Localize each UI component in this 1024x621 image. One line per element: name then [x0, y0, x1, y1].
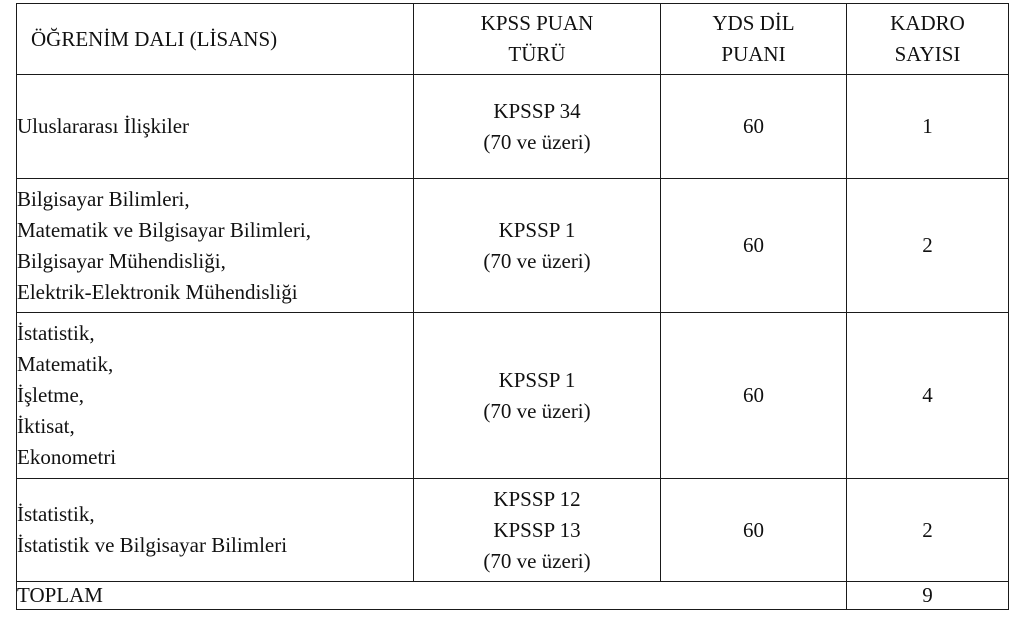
cell-kadro-sayisi: 1 — [847, 75, 1009, 179]
total-kadro-sayisi: 9 — [847, 582, 1009, 610]
cell-ogrenim-dali: Uluslararası İlişkiler — [17, 75, 414, 179]
header-kadro-sayisi: KADRO SAYISI — [847, 4, 1009, 75]
total-label: TOPLAM — [17, 582, 847, 610]
cell-yds-dil-puani: 60 — [661, 313, 847, 479]
cell-yds-dil-puani: 60 — [661, 479, 847, 582]
cell-kadro-sayisi: 4 — [847, 313, 1009, 479]
cell-kpss-puan-turu: KPSSP 1 (70 ve üzeri) — [414, 179, 661, 313]
table-row — [17, 75, 1009, 179]
header-ogrenim-dali: ÖĞRENİM DALI (LİSANS) — [17, 4, 414, 75]
total-row — [17, 582, 1009, 610]
cell-kpss-puan-turu: KPSSP 34 (70 ve üzeri) — [414, 75, 661, 179]
cell-kadro-sayisi: 2 — [847, 479, 1009, 582]
cell-yds-dil-puani: 60 — [661, 75, 847, 179]
header-kpss-puan-turu: KPSS PUAN TÜRÜ — [414, 4, 661, 75]
header-yds-dil-puani: YDS DİL PUANI — [661, 4, 847, 75]
cell-ogrenim-dali: İstatistik, İstatistik ve Bilgisayar Bilimleri — [17, 479, 414, 582]
kadro-table — [16, 3, 1009, 610]
table-row — [17, 179, 1009, 313]
cell-kpss-puan-turu: KPSSP 12 KPSSP 13 (70 ve üzeri) — [414, 479, 661, 582]
table-header-row — [17, 4, 1009, 75]
cell-yds-dil-puani: 60 — [661, 179, 847, 313]
table-row — [17, 479, 1009, 582]
cell-ogrenim-dali: İstatistik, Matematik, İşletme, İktisat, Ekonometri — [17, 313, 414, 479]
cell-kadro-sayisi: 2 — [847, 179, 1009, 313]
cell-kpss-puan-turu: KPSSP 1 (70 ve üzeri) — [414, 313, 661, 479]
cell-ogrenim-dali: Bilgisayar Bilimleri, Matematik ve Bilgisayar Bilimleri, Bilgisayar Mühendisliği, Elektrik-Elektronik Mühendisliği — [17, 179, 414, 313]
table-row — [17, 313, 1009, 479]
